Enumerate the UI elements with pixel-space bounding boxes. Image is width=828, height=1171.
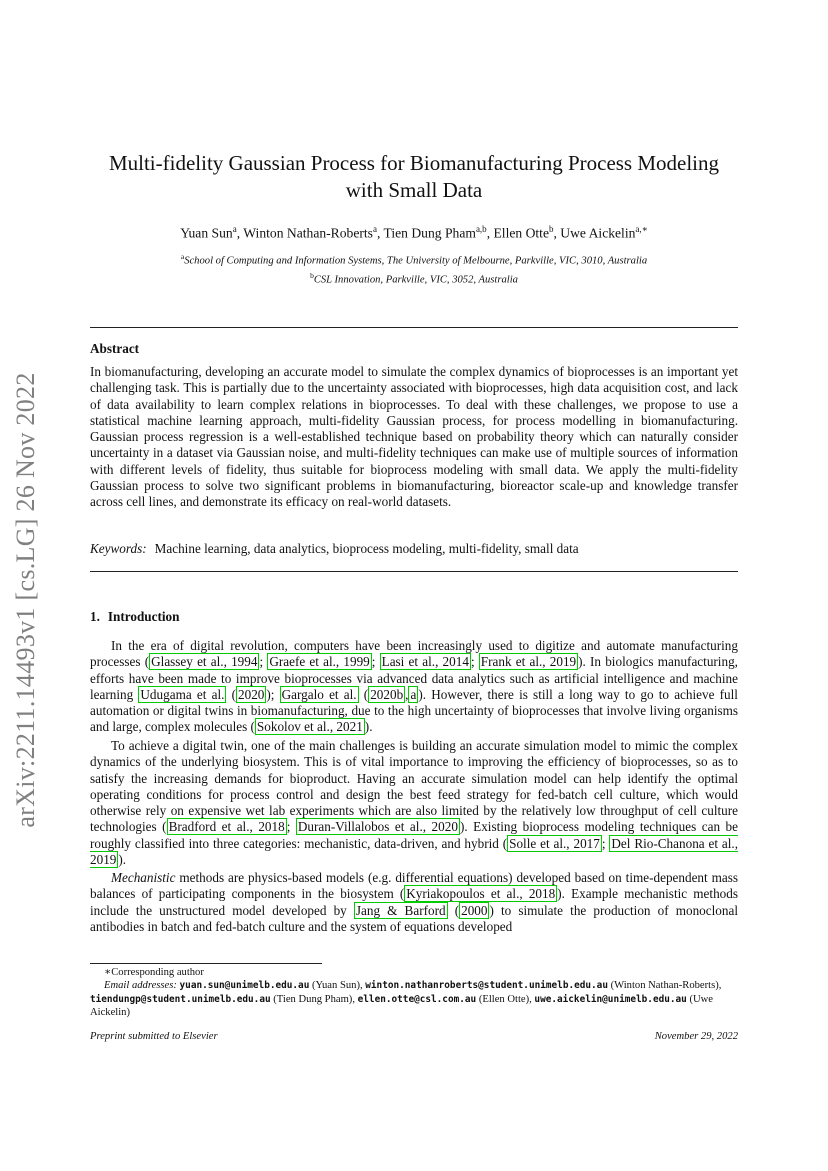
text-run: Mechanistic: [111, 870, 176, 885]
abstract-heading: Abstract: [90, 341, 140, 356]
affiliation-mark: a: [180, 252, 185, 261]
text-run: (: [226, 686, 236, 702]
title-line-1: Multi-fidelity Gaussian Process for Biomanufacturing Process Modeling: [108, 151, 720, 175]
citation-link[interactable]: Graefe et al., 1999: [269, 654, 370, 670]
citation-link[interactable]: Udugama et al.: [140, 686, 225, 702]
citation-link[interactable]: Sokolov et al., 2021: [256, 719, 363, 735]
citation-link[interactable]: Bradford et al., 2018: [168, 819, 285, 835]
abstract-bottom-rule: [90, 571, 738, 572]
author-affil-mark: b: [548, 224, 554, 234]
abstract-text: In biomanufacturing, developing an accurate model to simulate the complex dynamics of bioprocesses is an important yet challenging task. This is partially due to the uncertainty associated with bioprocesses, high data acquisition cost, and lack of data availability to learn complex relations in bioprocesses. To deal with these challenges, we propose to use a statistical machine learning approach, multi-fidelity Gaussian process, for process modelling in biomanufacturing. Gaussian process regression is a well-established technique based on probability theory which can naturally consider uncertainty in a dataset via Gaussian noise, and multi-fidelity techniques can make use of multiple sources of information with different levels of fidelity, thus suitable for bioprocess modeling with small data. We apply the multi-fidelity Gaussian process to solve two significant problems in biomanufacturing, bioreactor scale-up and knowledge transfer across cell lines, and demonstrate its efficacy on real-world datasets.: [90, 364, 738, 509]
preprint-note: Preprint submitted to Elsevier: [90, 1031, 218, 1042]
text-run: ;: [470, 654, 479, 670]
text-run: methods are physics-based models (e.g. differential equations) developed based on time-dependent mass balances of participating components in the biosystem (: [90, 870, 738, 902]
section-heading: [90, 609, 179, 625]
email-link[interactable]: yuan.sun@unimelb.edu.au: [179, 980, 310, 992]
text-run: ;: [259, 654, 268, 670]
keywords-label: Keywords:: [90, 541, 147, 556]
section-title: Introduction: [107, 609, 180, 624]
author-name: Tien Dung Pham: [383, 225, 476, 241]
citation-link[interactable]: 2020b: [370, 686, 404, 702]
affiliations: [90, 250, 738, 287]
paper-title: [90, 150, 738, 204]
citation-link[interactable]: Gargalo et al.: [281, 686, 357, 702]
email-link[interactable]: uwe.aickelin@unimelb.edu.au: [534, 993, 687, 1005]
text-run: (: [447, 902, 460, 918]
author-affil-mark: a,b: [475, 224, 487, 234]
citation-link[interactable]: Duran-Villalobos et al., 2020: [297, 819, 458, 835]
author-affil-mark: a,∗: [635, 224, 648, 234]
footnote: [90, 966, 738, 1020]
citation-link[interactable]: Lasi et al., 2014: [381, 654, 469, 670]
email-link[interactable]: tiendungp@student.unimelb.edu.au: [90, 993, 271, 1005]
text-run: ;: [286, 819, 296, 835]
text-run: );: [266, 686, 280, 702]
text-run: ). Existing bioprocess modeling techniques can be roughly classified into three categories: mechanistic, data-driven, and hybrid (: [90, 819, 739, 851]
email-owner: (Uwe Aickelin): [90, 993, 714, 1019]
keywords-text: Machine learning, data analytics, bioprocess modeling, multi-fidelity, small data: [154, 541, 579, 556]
text-run: In the era of digital revolution, computers have been increasingly used to digitize and automate manufacturing processes (: [90, 638, 738, 670]
email-link[interactable]: ellen.otte@csl.com.au: [357, 993, 477, 1005]
email-owner: (Yuan Sun),: [309, 980, 366, 992]
text-run: ;: [371, 654, 380, 670]
citation-link[interactable]: Kyriakopoulos et al., 2018: [406, 886, 556, 902]
email-owner: (Tien Dung Pham),: [270, 993, 358, 1005]
affiliation-text: School of Computing and Information Systems, The University of Melbourne, Parkville, VIC, 3010, Australia: [184, 255, 648, 267]
title-line-2: with Small Data: [345, 178, 483, 202]
abstract-top-rule: [90, 327, 738, 328]
citation-link[interactable]: Jang & Barford: [355, 902, 446, 918]
citation-link[interactable]: Del Rio-Chanona et al., 2019: [90, 835, 739, 867]
keywords: [90, 541, 579, 557]
text-run: ,: [405, 686, 409, 702]
citation-link[interactable]: 2000: [461, 902, 488, 918]
intro-paragraph-1: [90, 638, 738, 736]
citation-link[interactable]: Solle et al., 2017: [509, 835, 600, 851]
text-run: ) to simulate the production of monoclonal antibodies in batch and fed-batch culture and the system of equations developed: [90, 902, 738, 934]
text-run: To achieve a digital twin, one of the main challenges is building an accurate simulation model to mimic the complex dynamics of the underlying biosystem. This is of vital importance to improving the efficiency of bioprocesses, so as to satisfy the increasing demands for bioproduct. Having an accurate simulation model can help identify the optimal operating conditions for process control and design the best feed strategy for fed-batch cell culture, which would otherwise rely on expensive wet lab experiments which are also limited by the relatively low throughput of cell culture technologies (: [90, 738, 738, 835]
email-label: Email addresses:: [104, 980, 177, 992]
author-name: Yuan Sun: [180, 225, 233, 241]
author-name: Ellen Otte: [493, 225, 549, 241]
author-affil-mark: a: [232, 224, 237, 234]
intro-paragraph-3: [90, 870, 738, 935]
email-owner: (Ellen Otte),: [476, 993, 535, 1005]
submission-date: November 29, 2022: [654, 1031, 738, 1042]
author-list: Yuan Sun$^a$, Winton Nathan-Roberts$^a$, Tien Dung Pham$^{a,b}$, Ellen Otte$^b$, Uwe Aickelin$^{a,∗}$: [180, 224, 648, 241]
corresponding-author-note: ∗Corresponding author: [104, 967, 204, 978]
text-run: ). In biologics manufacturing, efforts have been made to improve bioprocesses via advanced data analytics such as artificial intelligence and machine learning: [90, 654, 738, 702]
author-affil-mark: a: [372, 224, 377, 234]
author-name: Uwe Aickelin: [560, 225, 636, 241]
citation-link[interactable]: a: [410, 686, 417, 702]
arxiv-identifier: arXiv:2211.14493v1 [cs.LG] 26 Nov 2022: [11, 372, 40, 828]
affiliation-text: CSL Innovation, Parkville, VIC, 3052, Australia: [313, 274, 518, 286]
citation-link[interactable]: 2020: [238, 686, 265, 702]
intro-paragraph-2: [90, 738, 738, 868]
author-name: Winton Nathan-Roberts: [243, 225, 373, 241]
email-link[interactable]: winton.nathanroberts@student.unimelb.edu.au: [365, 980, 608, 992]
text-run: ). However, there is still a long way to go to achieve full automation or digital twins in biomanufacturing, due to the high uncertainty of bioprocesses that involve living organisms and large, complex molecules (: [90, 686, 738, 735]
text-run: ). Example mechanistic methods include the unstructured model developed by: [90, 886, 738, 918]
text-run: (: [358, 686, 369, 702]
text-run: ).: [118, 851, 127, 867]
text-run: ;: [601, 835, 610, 851]
email-owner: (Winton Nathan-Roberts),: [607, 980, 722, 992]
citation-link[interactable]: Glassey et al., 1994: [151, 654, 258, 670]
affiliation-b: [90, 269, 738, 288]
email-addresses: [90, 979, 738, 1019]
affiliation-a: [90, 250, 738, 269]
citation-link[interactable]: Frank et al., 2019: [480, 654, 577, 670]
footnote-rule: [90, 963, 322, 964]
section-number: 1.: [90, 609, 100, 624]
text-run: ).: [364, 719, 373, 735]
affiliation-mark: b: [310, 270, 314, 280]
